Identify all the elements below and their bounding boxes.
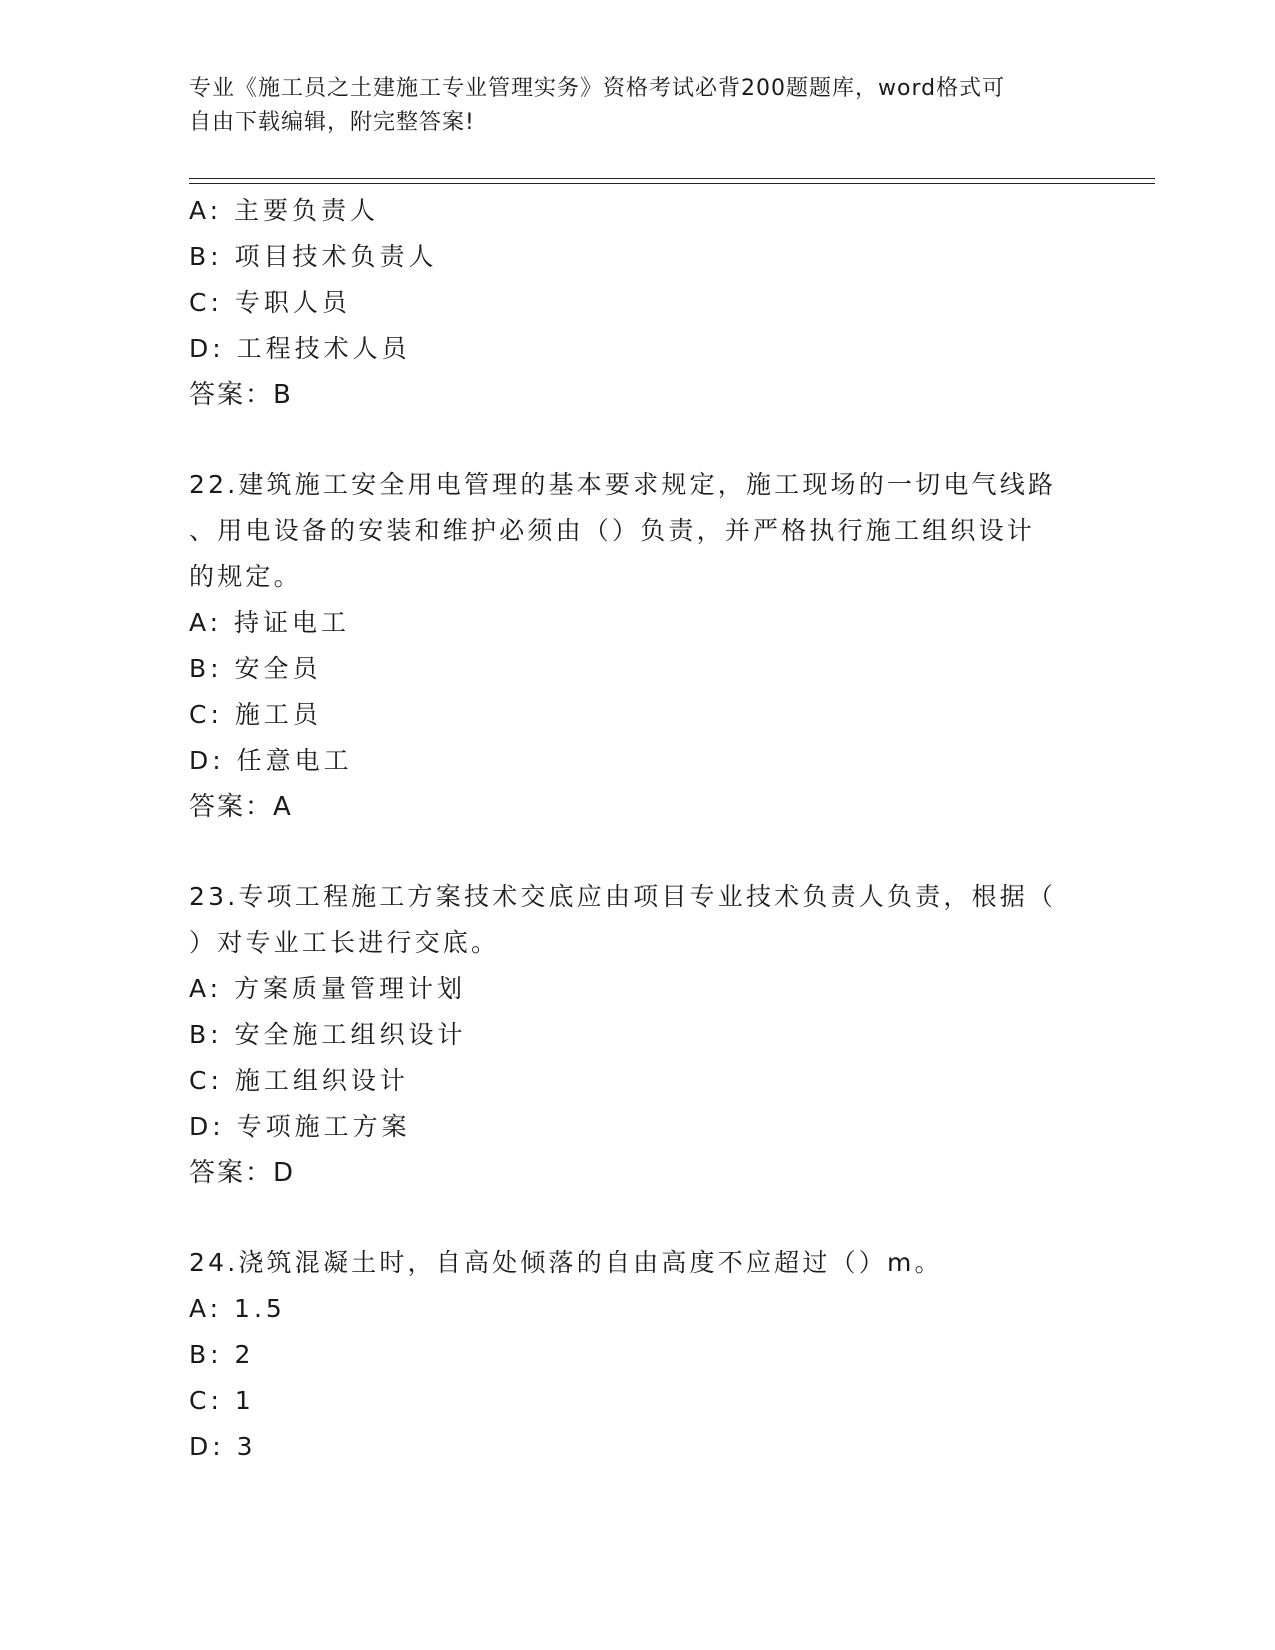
question-text-line: 、用电设备的安装和维护必须由（）负责，并严格执行施工组织设计 [189, 516, 1036, 545]
header-line-2: 自由下载编辑，附完整答案! [189, 110, 475, 135]
question-22 [189, 462, 1089, 830]
question-21-tail [189, 188, 1089, 418]
option-b: B: 项目技术负责人 [189, 242, 438, 271]
header-divider-bottom [189, 183, 1155, 184]
option-b: B: 2 [189, 1340, 255, 1369]
question-text-line: ）对专业工长进行交底。 [189, 928, 500, 957]
answer: 答案：B [189, 380, 293, 410]
header-divider-top [189, 178, 1155, 179]
option-a: A: 持证电工 [189, 608, 351, 637]
option-d: D: 3 [189, 1432, 257, 1461]
option-d: D: 工程技术人员 [189, 334, 411, 363]
option-d: D: 任意电工 [189, 746, 353, 775]
option-a: A: 方案质量管理计划 [189, 974, 467, 1003]
option-c: C: 1 [189, 1386, 255, 1415]
option-d: D: 专项施工方案 [189, 1112, 411, 1141]
question-23 [189, 874, 1089, 1196]
option-a: A: 1.5 [189, 1294, 286, 1323]
header-line-1: 专业《施工员之土建施工专业管理实务》资格考试必背200题题库，word格式可 [189, 76, 1006, 101]
answer: 答案：D [189, 1158, 296, 1188]
option-c: C: 施工组织设计 [189, 1066, 409, 1095]
question-text-line: 23.专项工程施工方案技术交底应由项目专业技术负责人负责，根据（ [189, 882, 1057, 911]
option-c: C: 施工员 [189, 700, 322, 729]
answer: 答案：A [189, 792, 293, 822]
document-header [189, 72, 1089, 140]
question-content [189, 188, 1089, 1470]
question-text-line: 的规定。 [189, 562, 302, 591]
option-c: C: 专职人员 [189, 288, 351, 317]
option-a: A: 主要负责人 [189, 196, 380, 225]
question-24 [189, 1240, 1089, 1470]
option-b: B: 安全员 [189, 654, 322, 683]
question-text-line: 22.建筑施工安全用电管理的基本要求规定，施工现场的一切电气线路 [189, 470, 1057, 499]
option-b: B: 安全施工组织设计 [189, 1020, 467, 1049]
question-text-line: 24.浇筑混凝土时，自高处倾落的自由高度不应超过（）m。 [189, 1248, 943, 1277]
